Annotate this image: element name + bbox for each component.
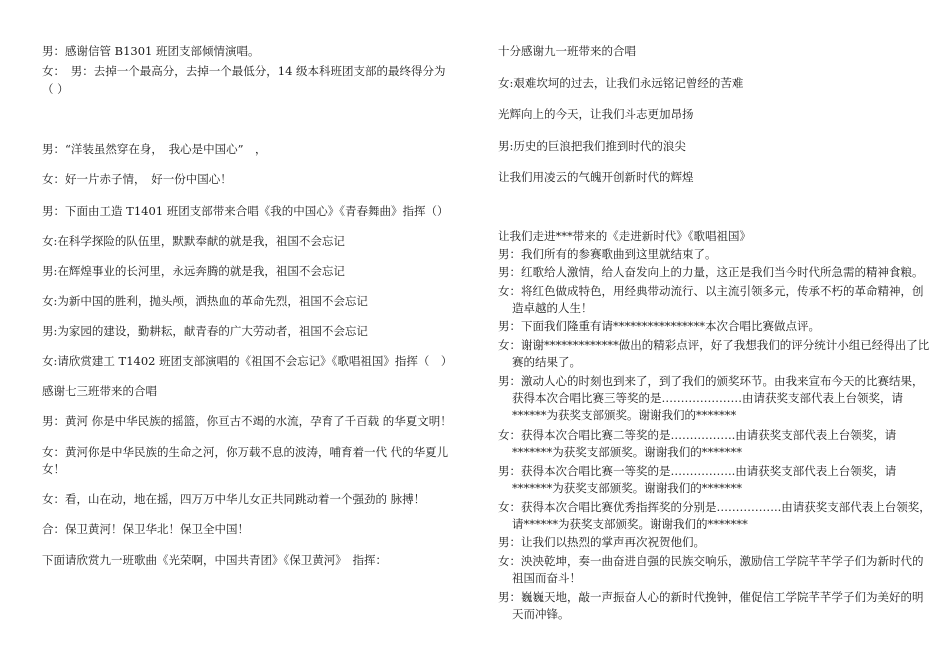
script-line: 女：获得本次合唱比赛优秀指挥奖的分别是……………..由请获奖支部代表上台领奖，请******为获奖支部颁奖。谢谢我们的******* bbox=[498, 500, 931, 531]
script-line: 男：巍巍天地，敲一声振奋人心的新时代挽钟，催促信工学院芊芊学子们为美好的明天而冲锋。 bbox=[498, 590, 924, 621]
script-line: 男：下面我们隆重有请****************本次合唱比赛做点评。 bbox=[498, 319, 820, 333]
script-line: 男：我们所有的参赛歌曲到这里就结束了。 bbox=[498, 247, 717, 261]
script-line: 男：感谢信管 B1301 班团支部倾情演唱。 bbox=[42, 44, 260, 58]
script-line: 女：泱泱乾坤，奏一曲奋进自强的民族交响乐，激励信工学院芊芊学子们为新时代的祖国而奋斗！ bbox=[498, 554, 924, 585]
script-line: 让我们走进***带来的《走进新时代》《歌唱祖国》 bbox=[498, 229, 751, 243]
script-line: 女：将红色做成特色，用经典带动流行、以主流引领多元，传承不朽的革命精神，创造卓越的人生！ bbox=[498, 284, 924, 315]
script-line: 女:为新中国的胜利，抛头颅，洒热血的革命先烈，祖国不会忘记 bbox=[42, 294, 368, 308]
script-line: 女：获得本次合唱比赛二等奖的是……………..由请获奖支部代表上台领奖，请*******为获奖支部颁奖。谢谢我们的******* bbox=[498, 428, 897, 459]
script-line: 女:在科学探险的队伍里，默默奉献的就是我，祖国不会忘记 bbox=[42, 234, 345, 248]
script-line: 男：下面由工造 T1401 班团支部带来合唱《我的中国心》《青春舞曲》指挥（） bbox=[42, 204, 449, 218]
script-line: 女：黄河你是中华民族的生命之河，你万载不息的波涛，哺育着一代 代的华夏儿女！ bbox=[42, 445, 449, 476]
script-line: 女：看，山在动，地在摇，四万万中华儿女正共同跳动着一个强劲的 脉搏！ bbox=[42, 492, 426, 506]
script-line: 感谢七三班带来的合唱 bbox=[42, 384, 157, 398]
script-line: 让我们用凌云的气魄开创新时代的辉煌 bbox=[498, 170, 694, 184]
script-line: 光辉向上的今天，让我们斗志更加昂扬 bbox=[498, 107, 694, 121]
script-line: 男：红歌给人激情，给人奋发向上的力量，这正是我们当今时代所急需的精神食粮。 bbox=[498, 265, 924, 279]
script-line: 男:历史的巨浪把我们推到时代的浪尖 bbox=[498, 139, 686, 153]
script-line: 女： 男：去掉一个最高分，去掉一个最低分，14 级本科班团支部的最终得分为（ ） bbox=[42, 64, 446, 96]
script-line: 男：黄河 你是中华民族的摇篮，你亘古不竭的水流，孕育了千百载 的华夏文明！ bbox=[42, 414, 452, 428]
script-line: 十分感谢九一班带来的合唱 bbox=[498, 44, 636, 58]
script-line: 男:在辉煌事业的长河里，永远奔腾的就是我，祖国不会忘记 bbox=[42, 264, 345, 278]
script-line: 女:艰难坎坷的过去，让我们永远铭记曾经的苦难 bbox=[498, 76, 744, 90]
script-line: 男：“洋装虽然穿在身， 我心是中国心” ， bbox=[42, 142, 267, 156]
script-line: 女：好一片赤子情， 好一份中国心！ bbox=[42, 172, 232, 186]
script-line: 女:请欣赏建工 T1402 班团支部演唱的《祖国不会忘记》《歌唱祖国》指挥（ ） bbox=[42, 354, 453, 368]
script-line: 男：获得本次合唱比赛一等奖的是……………..由请获奖支部代表上台领奖，请*******为获奖支部颁奖。谢谢我们的******* bbox=[498, 464, 897, 495]
script-line: 男:为家园的建设，勤耕耘，献青春的广大劳动者，祖国不会忘记 bbox=[42, 324, 368, 338]
script-line: 男：激动人心的时刻也到来了，到了我们的颁奖环节。由我来宣布今天的比赛结果，获得本次合唱比赛三等奖的是…………………由请获奖支部代表上台领奖，请******为获奖支部颁奖。谢谢我们的******* bbox=[498, 374, 924, 422]
script-line: 男：让我们以热烈的掌声再次祝贺他们。 bbox=[498, 535, 705, 549]
script-line: 合：保卫黄河！保卫华北！保卫全中国！ bbox=[42, 522, 249, 536]
script-line: 下面请欣赏九一班歌曲《光荣啊，中国共青团》《保卫黄河》 指挥： bbox=[42, 553, 387, 567]
script-line: 女：谢谢*************做出的精彩点评，好了我想我们的评分统计小组已经得出了比赛的结果了。 bbox=[498, 338, 930, 369]
